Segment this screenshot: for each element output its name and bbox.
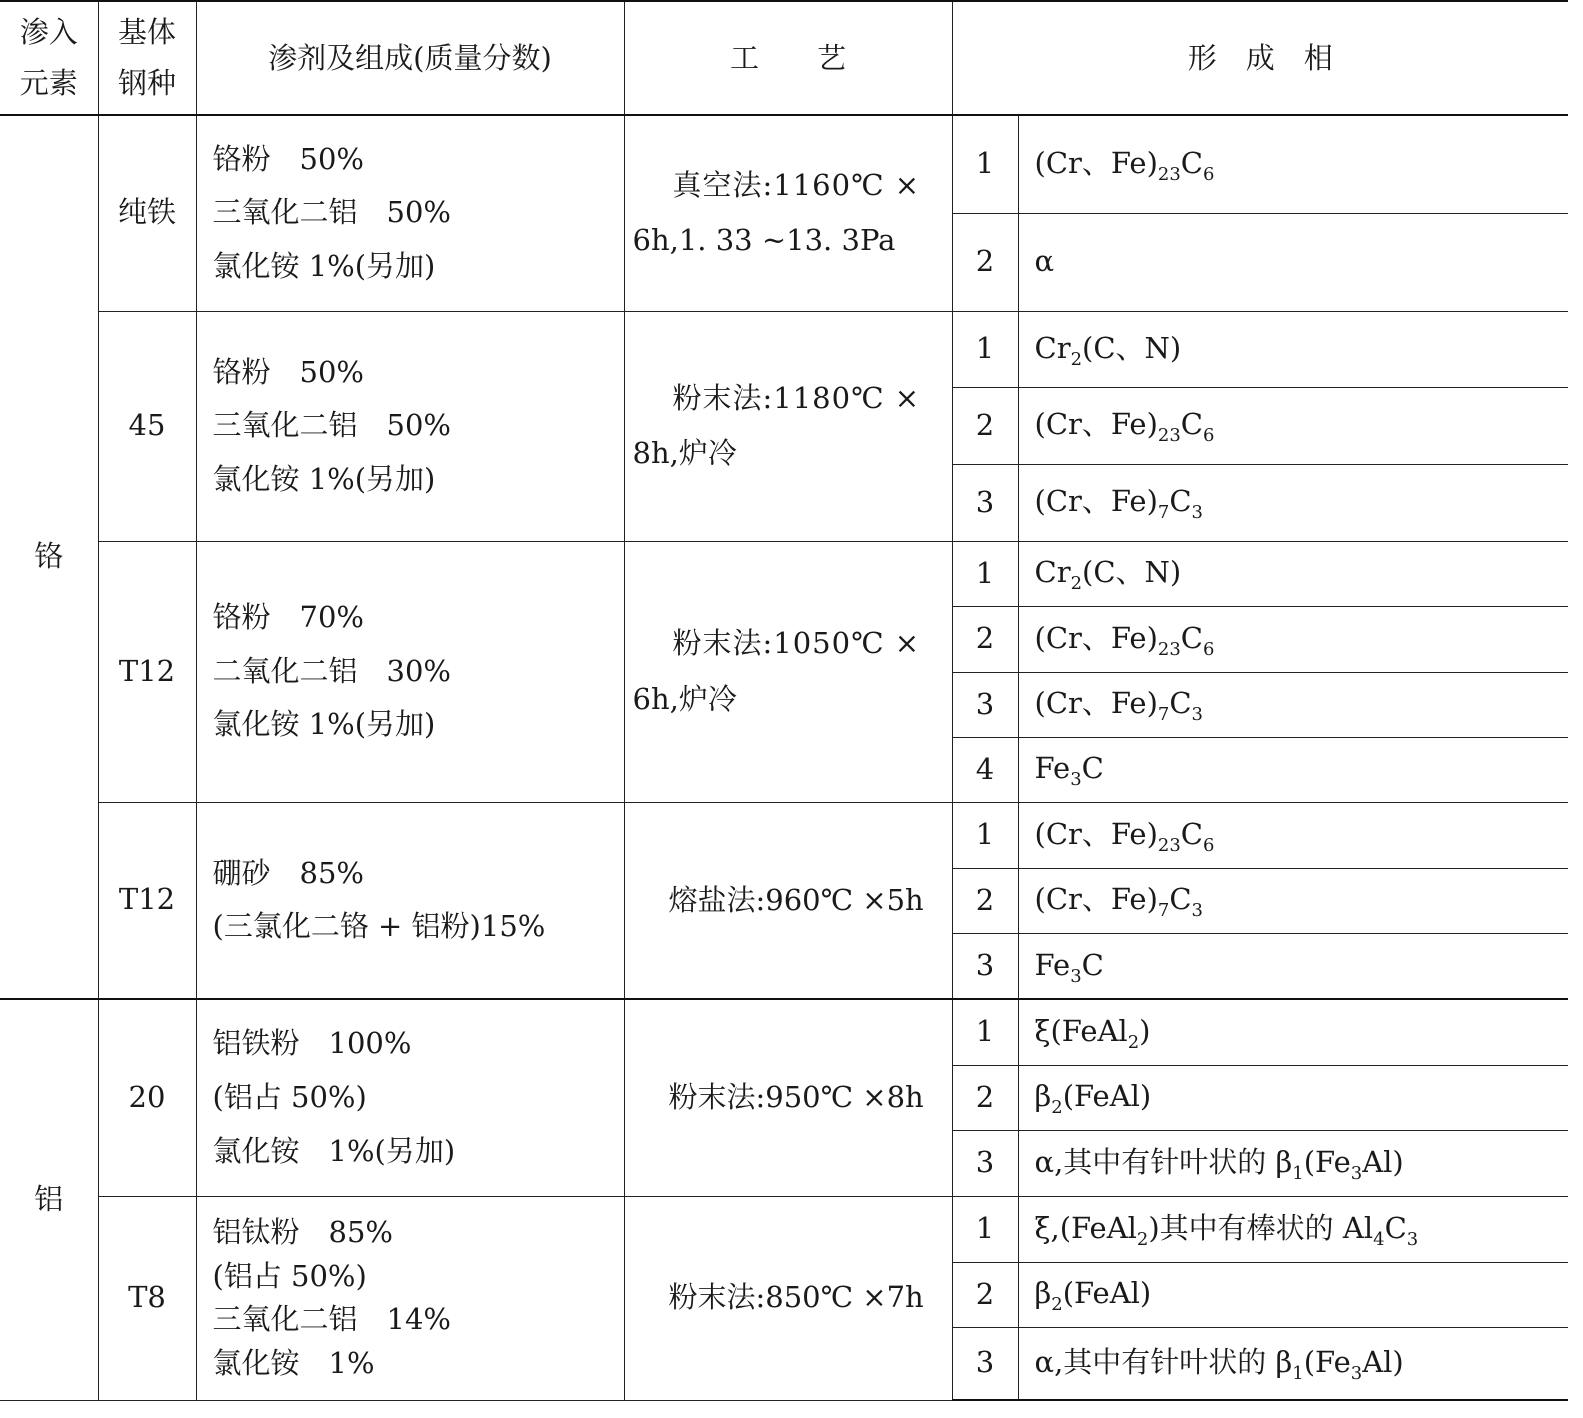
phase-formula: (Cr、$Fe)_{23}C_6$ [1018,606,1568,672]
phase-formula: α [1018,213,1568,311]
agent-line: (铝占 50%) [212,1258,367,1293]
phase-formula: α,其中有针叶状的 $\beta_1(Fe_3Al)$ [1018,1327,1568,1400]
phase-formula: (Cr、$Fe)_7C_3$ [1018,672,1568,737]
phase-number: 1 [952,802,1018,868]
agent-cell [196,115,624,311]
agent-line: 铬粉 50% [212,354,364,389]
header-agent: 渗剂及组成(质量分数) [196,1,624,115]
steel-cell: 45 [98,311,196,541]
phase-formula: (Cr、$Fe)_{23}C_6$ [1018,387,1568,464]
phase-formula: ξ(FeAl$_2$) [1018,999,1568,1065]
phase-number: 2 [952,868,1018,933]
phase-number: 2 [952,387,1018,464]
phase-number: 4 [952,737,1018,802]
agent-line: 铝铁粉 100% [212,1026,412,1061]
agent-line: 氯化铵 1%(另加) [212,461,436,496]
agent-line: 氯化铵 1%(另加) [212,249,436,284]
agent-line: 氯化铵 1%(另加) [212,707,436,742]
phase-formula: $Fe_3C$ [1018,737,1568,802]
process-line: 6h,炉冷 [632,681,737,716]
phase-number: 3 [952,464,1018,541]
phase-formula: $\beta_2(FeAl)$ [1018,1065,1568,1130]
table-row [0,541,1568,606]
phase-number: 1 [952,311,1018,387]
agent-line: 氯化铵 1% [212,1345,375,1380]
header-steel: 基体钢种 [98,1,196,115]
steel-cell: 20 [98,999,196,1196]
process-cell [624,802,952,999]
table-body [0,115,1568,1400]
process-line: 熔盐法:960℃ ×5h [668,882,924,917]
process-cell [624,311,952,541]
steel-cell: T12 [98,802,196,999]
element-cell: 铬 [0,115,98,999]
agent-line: 铬粉 70% [212,600,364,635]
agent-line: 三氧化二铝 50% [212,408,451,443]
process-line: 粉末法:1050℃ × [672,626,921,661]
phase-formula: α,其中有针叶状的 $\beta_1(Fe_3Al)$ [1018,1130,1568,1196]
agent-line: 三氧化二铝 50% [212,195,451,230]
phase-formula: $\beta_2(FeAl)$ [1018,1262,1568,1327]
phase-number: 1 [952,1196,1018,1262]
table-row [0,999,1568,1065]
table-row [0,1196,1568,1262]
steel-cell: 纯铁 [98,115,196,311]
steel-cell: T8 [98,1196,196,1400]
phase-number: 2 [952,1262,1018,1327]
table-row [0,115,1568,213]
header-phases: 形 成 相 [952,1,1568,115]
header-element: 渗入元素 [0,1,98,115]
phase-number: 3 [952,1130,1018,1196]
phase-formula: (Cr、$Fe)_7C_3$ [1018,464,1568,541]
phase-formula: $Fe_3C$ [1018,933,1568,999]
agent-line: 三氧化二铝 14% [212,1302,451,1336]
phase-formula: ξ,(FeAl$_2$)其中有棒状的 $Al_4C_3$ [1018,1196,1568,1262]
phase-formula: $Cr_2(C$、N) [1018,311,1568,387]
process-line: 粉末法:950℃ ×8h [668,1080,924,1115]
phase-formula: (Cr、$Fe)_7C_3$ [1018,868,1568,933]
process-line: 粉末法:850℃ ×7h [668,1280,924,1315]
phase-formula: $Cr_2(C$、N) [1018,541,1568,606]
phase-number: 1 [952,541,1018,606]
phase-number: 3 [952,672,1018,737]
agent-line: (三氯化二铬 + 铝粉)15% [212,909,546,944]
element-cell: 铝 [0,999,98,1400]
process-line: 8h,炉冷 [632,436,737,470]
phase-number: 3 [952,933,1018,999]
agent-line: 铬粉 50% [212,141,364,176]
process-line: 粉末法:1180℃ × [672,380,921,415]
phase-number: 3 [952,1327,1018,1400]
phase-number: 2 [952,606,1018,672]
phase-number: 1 [952,115,1018,213]
agent-line: 铝钛粉 85% [212,1215,393,1249]
phase-formula: (Cr、$Fe)_{23}C_6$ [1018,802,1568,868]
process-cell [624,1196,952,1400]
phase-number: 2 [952,1065,1018,1130]
process-line: 真空法:1160℃ × [672,168,921,203]
process-cell [624,541,952,802]
process-cell [624,115,952,311]
table-row [0,311,1568,387]
agent-line: 硼砂 85% [212,855,364,890]
agent-cell [196,999,624,1196]
agent-line: 二氧化二铝 30% [212,653,451,688]
agent-cell [196,1196,624,1400]
process-line: 6h,1. 33 ~13. 3Pa [632,223,896,258]
agent-cell [196,802,624,999]
process-cell [624,999,952,1196]
agent-line: 氯化铵 1%(另加) [212,1133,456,1168]
table-row [0,802,1568,868]
agent-line: (铝占 50%) [212,1079,367,1114]
agent-cell [196,541,624,802]
steel-cell: T12 [98,541,196,802]
phase-number: 2 [952,213,1018,311]
agent-cell [196,311,624,541]
phase-number: 1 [952,999,1018,1065]
phase-formula: (Cr、$Fe)_{23}C_6$ [1018,115,1568,213]
header-process: 工 艺 [624,1,952,115]
